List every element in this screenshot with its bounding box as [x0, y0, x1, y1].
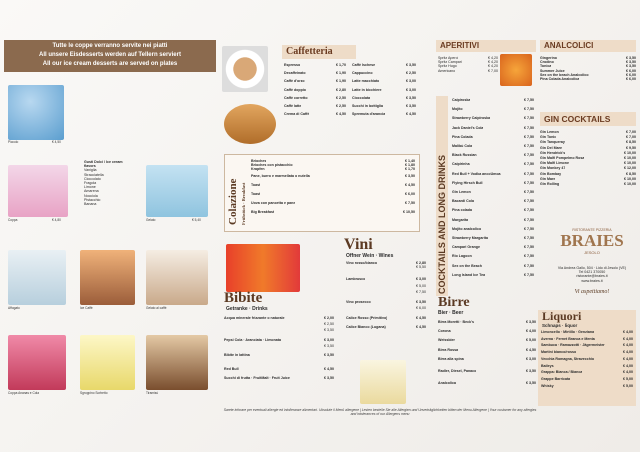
gin-item: Gin Tanqueray € 8,50 — [540, 140, 636, 145]
aperitivo-item: Spritz Hugo € 4,20 — [438, 64, 498, 69]
restaurant-town: JESOLO — [584, 250, 600, 255]
ice-caffe-image — [80, 250, 135, 305]
cocktail-item: Margarita € 7,50 — [452, 217, 534, 222]
cocktail-item: Campari Orange € 7,50 — [452, 245, 534, 250]
cafe-left-list — [284, 63, 346, 116]
gin-item: Gin Malfi Pompelmo Rosa € 10,00 — [540, 156, 636, 161]
beer-item: Birra Moretti · Beck's € 3,50 — [438, 320, 536, 324]
wine-item: € 5,00 — [416, 283, 426, 288]
beer-subtitle: Bier · Beer — [438, 310, 464, 316]
wine-item: € 5,50 — [416, 265, 426, 270]
banner-line-3: All our ice cream desserts are served on plates — [42, 61, 178, 67]
gin-section — [540, 112, 636, 186]
analcolico-item: Crodino € 3,50 — [540, 60, 636, 65]
breakfast-item: Pane, burro e marmellata o nutella € 3,50 — [251, 173, 415, 178]
flavor: Nocciola — [84, 193, 98, 198]
breakfast-item: Brioches € 1,40 — [251, 159, 415, 163]
analcolici-list — [540, 56, 636, 81]
beer-item: Analcolica € 3,50 — [438, 381, 536, 386]
flavor: Pistacchio — [84, 197, 101, 202]
wine-subtitle: Offner Wein · Wines — [346, 253, 394, 259]
wine-item: Vino prosecco € 3,50 — [346, 300, 426, 305]
gin-item: Gin Rolling € 10,00 — [540, 182, 636, 187]
cafe-right-list — [352, 63, 416, 116]
flavor: Vaniglia — [84, 168, 97, 173]
bibite-item: Bibite in lattina € 3,50 — [224, 353, 334, 358]
cocktails-list — [452, 98, 534, 277]
croissant-image — [224, 104, 276, 144]
cafe-item: Crema di Caffè € 4,50 — [284, 112, 346, 117]
flavor: Amarena — [84, 189, 99, 194]
aperitivo-item: Spritz Aperol € 4,20 — [438, 56, 498, 60]
cafe-item: Succhi in bottiglia € 3,50 — [352, 104, 416, 109]
wine-item: Calice Bianco (Lugana) € 4,50 — [346, 324, 426, 329]
dessert-price: € 4,80 — [52, 218, 61, 222]
cafe-item: Caffè corretto € 2,50 — [284, 95, 346, 100]
flavor: Fragola — [84, 181, 97, 186]
bibite-item: Succhi di frutta · FruitMalt · Fruit Juice € 3,50 — [224, 376, 334, 381]
restaurant-phone: Tel 0421 370050 — [578, 270, 606, 275]
cocktail-item: Sex on the Beach € 7,50 — [452, 263, 534, 268]
dessert-caption: Gelato — [146, 218, 156, 222]
cocktail-item: Red Bull + Vodka ancoUmoa € 7,50 — [452, 171, 534, 176]
liquori-section — [538, 310, 636, 406]
dessert-caption: Tiramisù — [146, 391, 159, 395]
wine-item: Vino rosso/bianco € 2,80 — [346, 261, 426, 265]
dessert-banner — [4, 40, 216, 72]
gin-title: GIN COCKTAILS — [540, 112, 636, 126]
gin-item: Gin Tonic € 7,00 — [540, 135, 636, 140]
liquor-item: Averna · Fernet Branca e Menta € 4,00 — [541, 336, 633, 341]
bibite-item: Acqua minerale frizzante o naturale € 2,00 — [224, 316, 334, 320]
bibite-title: Bibite — [224, 290, 263, 306]
allergen-footer: Sarete inforare per eventuali allergie ed intolleranze alimentari. Ubsolute il Menü allergene | Lesten bestelle Sie alle Allergien und Unverträglichkeiten bitten der Menu Allergene | Your customer for any allergies and intolerances of our Allergens menu — [223, 408, 537, 416]
bibite-item: Red Bull € 4,50 — [224, 367, 334, 372]
cocktail-item: Strawberry Caipiroska € 7,50 — [452, 116, 534, 121]
cafe-item: Caffè Ischese € 3,50 — [352, 63, 416, 67]
cocktail-item: Jack Daniel's Cola € 7,50 — [452, 125, 534, 130]
dessert-caption: Gelato al caffè — [146, 306, 167, 310]
cafe-item: Spremuta d'arancia € 4,50 — [352, 112, 416, 117]
breakfast-list — [251, 159, 415, 215]
cocktails-section — [436, 96, 536, 292]
restaurant-contact — [548, 266, 636, 295]
dessert-caption: Ice Caffè — [80, 306, 93, 310]
liquori-subtitle: Schnaps · liquor — [542, 323, 578, 328]
cocktail-item: Pina colada € 7,50 — [452, 208, 534, 213]
cafe-item: Caffè latte € 2,50 — [284, 104, 346, 109]
beer-title: Birre — [438, 295, 470, 310]
dessert-caption: Affogato — [8, 306, 20, 310]
liquor-item: Limoncello · Mirtillo · Genziana € 4,00 — [541, 330, 633, 334]
flavor: Banana — [84, 202, 97, 207]
cocktail-item: Malibù Cola € 7,50 — [452, 144, 534, 149]
gin-list — [540, 130, 636, 186]
gin-item: Gin Mare € 10,00 — [540, 176, 636, 181]
liquor-item: Whisky € 5,00 — [541, 383, 633, 388]
cocktail-item: Caipiroska € 7,50 — [452, 98, 534, 102]
aperitivi-title: APERITIVI — [436, 40, 536, 52]
bibite-list — [224, 316, 334, 381]
liquori-title: Liquori — [542, 309, 582, 323]
tiramisu-image — [146, 335, 208, 390]
restaurant-name: BRAIES — [560, 231, 624, 250]
cafe-item: Cappuccino € 2,50 — [352, 71, 416, 76]
cocktails-photo — [226, 244, 300, 292]
dessert-caption: Piccolo — [8, 140, 19, 144]
cafe-title: Caffetteria — [282, 45, 356, 59]
cafe-item: Caffè d'orzo € 1,90 — [284, 79, 346, 84]
beer-item: Birra Rossa € 4,50 — [438, 347, 536, 352]
cafe-item: Decaffeinato € 1,90 — [284, 71, 346, 76]
breakfast-section — [224, 154, 420, 232]
banner-line-2: All unsere Eisdesserts werden auf Tellern serviert — [39, 52, 181, 58]
breakfast-item: Uova con pancetta e pane € 7,50 — [251, 201, 415, 206]
bibite-item: € 3,50 — [324, 328, 334, 333]
beer-item: Corona € 4,00 — [438, 329, 536, 334]
cafe-item: Caffè doppio € 2,80 — [284, 87, 346, 92]
flavor-list — [84, 160, 132, 206]
analcolico-item: Summer Juice € 6,00 — [540, 68, 636, 73]
liquor-item: Grappe Barricata € 5,00 — [541, 376, 633, 381]
cocktail-item: Flying Hirsch Bull € 7,50 — [452, 180, 534, 185]
cocktail-item: Mojito analcolico € 7,50 — [452, 226, 534, 231]
wine-item: Lambrusco € 3,00 — [346, 277, 426, 282]
beer-section — [438, 296, 536, 385]
analcolico-item: Gingerino € 3,50 — [540, 56, 636, 60]
restaurant-email[interactable]: ristorante@braies.it — [576, 274, 608, 279]
liquor-item: Sambuca · Ramazzotti · Jägermeister € 4,00 — [541, 343, 633, 348]
restaurant-address: Via Andrea Gallo, 504 · Lido di Jesolo (VE) — [557, 266, 627, 270]
breakfast-item: Toast € 4,50 — [251, 182, 415, 187]
bibite-item: € 2,50 — [324, 322, 334, 327]
liquor-item: Martini bianco/rosso € 4,00 — [541, 350, 633, 355]
gelato-image — [146, 165, 208, 217]
analcolico-item: Sex on the beach Analcolico € 6,00 — [540, 72, 636, 77]
breakfast-item: Toast € 6,00 — [251, 192, 415, 197]
beer-item: Birra alla spina € 3,00 — [438, 356, 536, 361]
gelato-caffe-image — [146, 250, 208, 305]
flavor-list-title: Gusti Dolci / Ice cream flavors — [84, 160, 123, 169]
breakfast-item: Brioches con pistacchio € 1,80 — [251, 163, 415, 168]
aperitivo-item: Spritz Campari € 4,20 — [438, 60, 498, 65]
beer-item: Weissbier € 5,00 — [438, 338, 536, 343]
breakfast-item: Big Breakfast € 10,50 — [251, 210, 415, 215]
cocktail-item: Bacardi Cola € 7,50 — [452, 199, 534, 204]
gin-item: Gin Lemon € 7,00 — [540, 130, 636, 134]
analcolico-item: Tonica € 3,50 — [540, 64, 636, 69]
wine-item: € 6,00 — [416, 306, 426, 311]
dessert-price: € 5,40 — [192, 218, 201, 222]
aperitivo-item: Americano € 7,00 — [438, 68, 498, 73]
affogato-image — [8, 250, 66, 305]
aperitivi-section — [436, 40, 536, 73]
gin-item: Gin Bombay € 8,50 — [540, 171, 636, 176]
cocktails-title: COCKTAILS AND LONG DRINKS — [436, 96, 448, 296]
coppa-image — [8, 165, 68, 217]
aperitivi-list — [438, 56, 498, 73]
beer-list — [438, 320, 536, 385]
dessert-caption: Sgroppino Sorbetto — [80, 391, 108, 395]
cocktail-item: Mojito € 7,50 — [452, 107, 534, 112]
cafe-item: Latte macchiato € 3,00 — [352, 79, 416, 84]
wine-title: Vini — [344, 236, 373, 253]
dessert-price: € 4,50 — [52, 140, 61, 144]
coffee-cup-image — [222, 46, 268, 92]
breakfast-item: Krapfen € 1,70 — [251, 167, 415, 172]
breakfast-title: Colazione — [227, 178, 239, 225]
liquori-list — [538, 328, 636, 390]
champagne-image — [360, 360, 406, 404]
liquor-item: Vecchia Romagna, Stravecchio € 4,00 — [541, 356, 633, 361]
cocktail-item: Pina Colada € 7,50 — [452, 134, 534, 139]
gin-item: Gin Monkey 47 € 12,00 — [540, 166, 636, 171]
restaurant-slogan: Vi aspettiamo! — [574, 288, 610, 295]
sgroppino-image — [80, 335, 135, 390]
restaurant-web[interactable]: www.braies.it — [581, 278, 603, 283]
gin-item: Gin Hendrick's € 10,00 — [540, 150, 636, 155]
cafe-item: Cioccolata € 3,50 — [352, 95, 416, 100]
bibite-item: Pepsi Cola · Aranciata · Limonata € 3,00 — [224, 337, 334, 342]
flavor: Stracciatella — [84, 172, 104, 177]
cocktail-item: Caipirinha € 7,50 — [452, 162, 534, 167]
analcolici-section — [540, 40, 636, 81]
piccolo-image — [8, 85, 64, 140]
cafe-item: Latte in bicchiere € 3,00 — [352, 87, 416, 92]
dessert-caption: Coppa Ananas e Cola — [8, 391, 40, 395]
cocktail-item: Long Island Ice Tea € 7,50 — [452, 272, 534, 277]
cocktail-item: Gin Lemon € 7,50 — [452, 190, 534, 195]
analcolici-title: ANALCOLICI — [540, 40, 636, 52]
spritz-image — [500, 54, 532, 86]
cocktail-item: Strawberry Margarita € 7,50 — [452, 236, 534, 241]
cocktail-item: Black Russian € 7,50 — [452, 153, 534, 158]
banner-line-1: Tutte le coppe verranno servite nei piatti — [52, 43, 168, 49]
flavor: Cioccolato — [84, 176, 101, 181]
breakfast-subtitle: Frühstück · Breakfast — [241, 182, 246, 225]
beer-item: Radler, Diesel, Panaco € 3,50 — [438, 369, 536, 374]
wine-item: Calice Rosso (Primitivo) € 4,50 — [346, 316, 426, 321]
analcolico-item: Pina Colada Analcolica € 6,00 — [540, 77, 636, 82]
gin-item: Gin Malfi Limone € 10,00 — [540, 161, 636, 166]
dessert-caption: Coppa — [8, 218, 18, 222]
wine-list — [346, 261, 426, 329]
restaurant-subtitle: RISTORANTE PIZZERIA — [572, 228, 612, 232]
bibite-item: € 3,50 — [324, 343, 334, 348]
liquor-item: Baileys € 4,00 — [541, 363, 633, 368]
restaurant-logo — [552, 228, 632, 255]
flavor: Limone — [84, 185, 96, 190]
bibite-subtitle: Getranke · Drinks — [226, 306, 268, 312]
gin-item: Gin Del Mare € 9,50 — [540, 145, 636, 150]
wine-item: € 7,50 — [416, 289, 426, 294]
cocktail-item: Rio Lagoon € 7,50 — [452, 254, 534, 259]
liquor-item: Grappa: Bianca / Bianca € 4,00 — [541, 370, 633, 375]
ananas-cola-image — [8, 335, 66, 390]
cafe-item: Espresso € 1,70 — [284, 63, 346, 67]
